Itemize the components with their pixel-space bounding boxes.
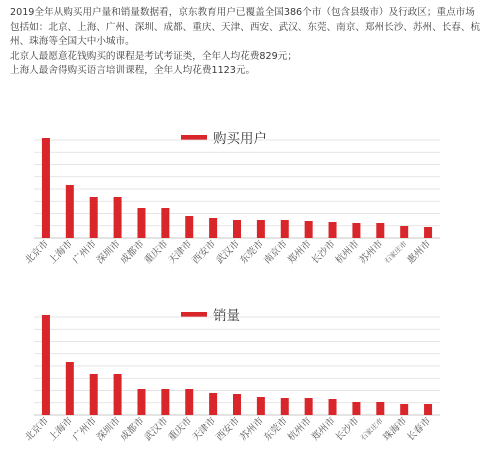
bar-北京市	[42, 315, 50, 415]
intro-paragraph-2: 北京人最愿意花钱购买的课程是考试考证类，全年人均花费829元；	[10, 50, 297, 62]
bar-重庆市	[185, 389, 193, 415]
intro-text	[10, 6, 482, 79]
x-tick-label: 北京市	[23, 238, 52, 267]
x-tick-label: 郑州市	[285, 238, 314, 267]
x-tick-label: 天津市	[190, 415, 219, 444]
x-tick-label: 北京市	[23, 415, 52, 444]
x-tick-label: 西安市	[214, 415, 243, 444]
bar-郑州市	[329, 399, 337, 415]
x-tick-label: 重庆市	[166, 415, 195, 444]
bar-西安市	[209, 218, 217, 238]
bar-深圳市	[114, 197, 122, 238]
bar-西安市	[233, 394, 241, 415]
x-tick-label: 杭州市	[285, 415, 314, 444]
bar-南京市	[281, 220, 289, 238]
intro-paragraph-1: 2019全年从购买用户量和销量数据看，京东教育用户已覆盖全国386个市（包含县级市）及行政区；重点市场包括如：北京、上海、广州、深圳、成都、重庆、天津、西安、武汉、东莞、南京、郑州长沙、苏州、长春、杭州、珠海等全国大中小城市。	[10, 7, 481, 47]
bar-东莞市	[281, 398, 289, 415]
intro-paragraph-3: 上海人最舍得购买语言培训课程，全年人均花费1123元。	[10, 65, 256, 76]
bar-上海市	[66, 362, 74, 415]
x-tick-label: 惠州市	[405, 238, 434, 267]
bar-苏州市	[257, 397, 265, 415]
legend-swatch	[181, 312, 207, 317]
bar-天津市	[209, 393, 217, 415]
bar-长沙市	[329, 222, 337, 238]
bar-石家庄市	[400, 226, 408, 238]
x-tick-label: 南京市	[261, 238, 290, 267]
bar-长沙市	[352, 402, 360, 415]
bar-石家庄市	[376, 402, 384, 415]
x-tick-label: 深圳市	[94, 238, 123, 267]
x-tick-label: 深圳市	[94, 415, 123, 444]
x-tick-label: 石家庄市	[383, 239, 409, 266]
legend-swatch	[181, 135, 207, 140]
x-tick-label: 成都市	[118, 415, 147, 444]
x-tick-label: 郑州市	[309, 415, 338, 444]
x-tick-label: 苏州市	[238, 415, 267, 444]
bar-成都市	[137, 208, 145, 238]
x-tick-label: 成都市	[118, 238, 147, 267]
chart-sales	[0, 295, 491, 465]
x-tick-label: 珠海市	[381, 415, 410, 444]
bar-天津市	[185, 216, 193, 238]
bar-杭州市	[352, 223, 360, 238]
x-tick-label: 重庆市	[142, 238, 171, 267]
x-tick-label: 广州市	[70, 238, 99, 267]
x-tick-label: 上海市	[47, 238, 75, 267]
x-tick-label: 东莞市	[238, 238, 267, 267]
legend-label: 销量	[213, 308, 240, 324]
x-tick-label: 武汉市	[214, 238, 243, 267]
x-tick-label: 广州市	[70, 415, 99, 444]
x-tick-label: 长春市	[405, 415, 434, 444]
bar-广州市	[90, 197, 98, 238]
x-tick-label: 西安市	[190, 238, 219, 267]
bar-重庆市	[161, 208, 169, 238]
x-tick-label: 上海市	[47, 415, 75, 444]
bar-广州市	[90, 374, 98, 415]
x-tick-label: 石家庄市	[359, 416, 385, 443]
bar-郑州市	[305, 221, 313, 238]
bar-武汉市	[161, 389, 169, 415]
bar-苏州市	[376, 223, 384, 238]
chart-buyers	[0, 118, 491, 288]
x-tick-label: 长沙市	[333, 415, 362, 444]
x-tick-label: 长沙市	[309, 238, 338, 267]
x-tick-label: 东莞市	[261, 415, 290, 444]
x-tick-label: 杭州市	[333, 238, 362, 267]
x-tick-label: 苏州市	[357, 238, 386, 267]
bar-杭州市	[305, 398, 313, 415]
bar-惠州市	[424, 227, 432, 238]
bar-珠海市	[400, 404, 408, 415]
bar-北京市	[42, 138, 50, 238]
bar-成都市	[137, 389, 145, 415]
legend-label: 购买用户	[213, 131, 267, 147]
chart-buyers-svg	[0, 118, 491, 288]
bar-长春市	[424, 404, 432, 415]
chart-sales-svg	[0, 295, 491, 465]
x-tick-label: 武汉市	[142, 415, 171, 444]
bar-东莞市	[257, 220, 265, 238]
bar-深圳市	[114, 374, 122, 415]
x-tick-label: 天津市	[166, 238, 195, 267]
bar-武汉市	[233, 220, 241, 238]
bar-上海市	[66, 185, 74, 238]
